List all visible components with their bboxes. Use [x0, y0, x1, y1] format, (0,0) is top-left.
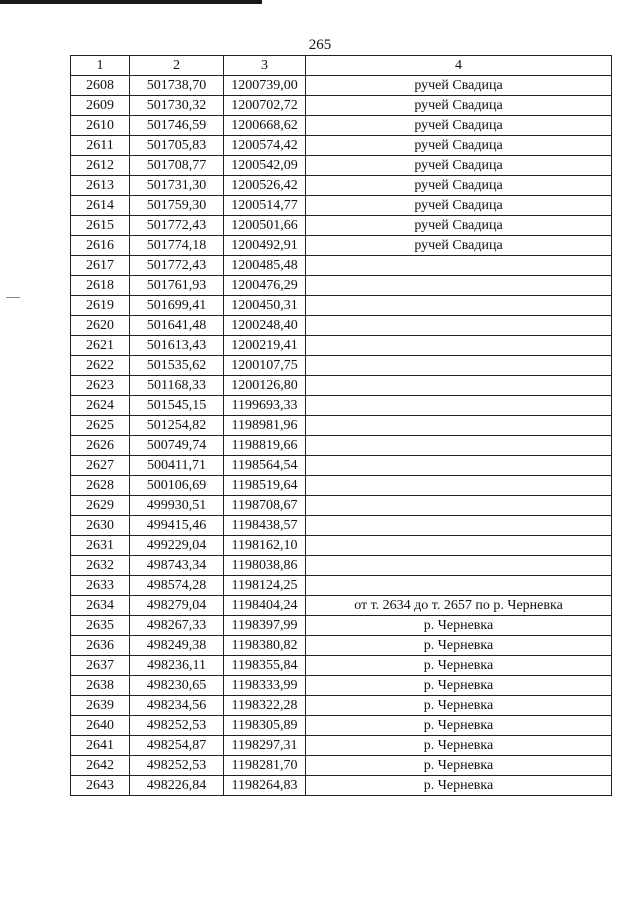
- table-row: [71, 76, 612, 96]
- y-coordinate-cell: 1200702,72: [224, 96, 306, 116]
- point-number-cell: 2623: [71, 376, 130, 396]
- description-cell: ручей Свадица: [306, 116, 612, 136]
- description-cell: [306, 256, 612, 276]
- y-coordinate-cell: 1198124,25: [224, 576, 306, 596]
- x-coordinate-cell: 501699,41: [130, 296, 224, 316]
- y-coordinate-cell: 1198438,57: [224, 516, 306, 536]
- point-number-cell: 2625: [71, 416, 130, 436]
- y-coordinate-cell: 1200501,66: [224, 216, 306, 236]
- description-cell: ручей Свадица: [306, 196, 612, 216]
- point-number-cell: 2637: [71, 656, 130, 676]
- table-row: [71, 316, 612, 336]
- table-row: [71, 616, 612, 636]
- point-number-cell: 2613: [71, 176, 130, 196]
- table-row: [71, 256, 612, 276]
- x-coordinate-cell: 501545,15: [130, 396, 224, 416]
- margin-mark: [6, 297, 20, 298]
- table-row: [71, 556, 612, 576]
- point-number-cell: 2628: [71, 476, 130, 496]
- table-row: [71, 576, 612, 596]
- point-number-cell: 2611: [71, 136, 130, 156]
- description-cell: [306, 576, 612, 596]
- x-coordinate-cell: 501613,43: [130, 336, 224, 356]
- y-coordinate-cell: 1198305,89: [224, 716, 306, 736]
- point-number-cell: 2609: [71, 96, 130, 116]
- point-number-cell: 2631: [71, 536, 130, 556]
- y-coordinate-cell: 1200668,62: [224, 116, 306, 136]
- table-row: [71, 176, 612, 196]
- x-coordinate-cell: 498574,28: [130, 576, 224, 596]
- description-cell: р. Черневка: [306, 636, 612, 656]
- x-coordinate-cell: 501746,59: [130, 116, 224, 136]
- table-row: [71, 516, 612, 536]
- x-coordinate-cell: 501168,33: [130, 376, 224, 396]
- point-number-cell: 2620: [71, 316, 130, 336]
- y-coordinate-cell: 1198708,67: [224, 496, 306, 516]
- description-cell: [306, 376, 612, 396]
- y-coordinate-cell: 1200107,75: [224, 356, 306, 376]
- x-coordinate-cell: 498254,87: [130, 736, 224, 756]
- point-number-cell: 2615: [71, 216, 130, 236]
- table-row: [71, 96, 612, 116]
- x-coordinate-cell: 501641,48: [130, 316, 224, 336]
- description-cell: [306, 416, 612, 436]
- description-cell: ручей Свадица: [306, 236, 612, 256]
- table-row: [71, 596, 612, 616]
- y-coordinate-cell: 1200450,31: [224, 296, 306, 316]
- y-coordinate-cell: 1200485,48: [224, 256, 306, 276]
- y-coordinate-cell: 1200476,29: [224, 276, 306, 296]
- y-coordinate-cell: 1198397,99: [224, 616, 306, 636]
- y-coordinate-cell: 1200739,00: [224, 76, 306, 96]
- x-coordinate-cell: 498279,04: [130, 596, 224, 616]
- description-cell: ручей Свадица: [306, 136, 612, 156]
- point-number-cell: 2618: [71, 276, 130, 296]
- scan-edge-mark: [0, 0, 262, 4]
- table-row: [71, 376, 612, 396]
- y-coordinate-cell: 1198322,28: [224, 696, 306, 716]
- description-cell: [306, 496, 612, 516]
- table-row: [71, 496, 612, 516]
- point-number-cell: 2639: [71, 696, 130, 716]
- x-coordinate-cell: 501705,83: [130, 136, 224, 156]
- point-number-cell: 2641: [71, 736, 130, 756]
- x-coordinate-cell: 501772,43: [130, 216, 224, 236]
- x-coordinate-cell: 501731,30: [130, 176, 224, 196]
- table-row: [71, 156, 612, 176]
- table-row: [71, 116, 612, 136]
- table-row: [71, 736, 612, 756]
- description-cell: р. Черневка: [306, 736, 612, 756]
- y-coordinate-cell: 1198819,66: [224, 436, 306, 456]
- column-header-x: 2: [130, 56, 224, 76]
- x-coordinate-cell: 498267,33: [130, 616, 224, 636]
- y-coordinate-cell: 1200574,42: [224, 136, 306, 156]
- point-number-cell: 2624: [71, 396, 130, 416]
- description-cell: [306, 516, 612, 536]
- table-row: [71, 756, 612, 776]
- description-cell: р. Черневка: [306, 776, 612, 796]
- x-coordinate-cell: 499930,51: [130, 496, 224, 516]
- point-number-cell: 2617: [71, 256, 130, 276]
- table-row: [71, 276, 612, 296]
- column-header-y: 3: [224, 56, 306, 76]
- table-row: [71, 296, 612, 316]
- table-row: [71, 676, 612, 696]
- point-number-cell: 2608: [71, 76, 130, 96]
- y-coordinate-cell: 1200542,09: [224, 156, 306, 176]
- point-number-cell: 2640: [71, 716, 130, 736]
- y-coordinate-cell: 1200526,42: [224, 176, 306, 196]
- x-coordinate-cell: 501535,62: [130, 356, 224, 376]
- table-row: [71, 696, 612, 716]
- y-coordinate-cell: 1198564,54: [224, 456, 306, 476]
- point-number-cell: 2632: [71, 556, 130, 576]
- table-row: [71, 636, 612, 656]
- description-cell: ручей Свадица: [306, 156, 612, 176]
- point-number-cell: 2612: [71, 156, 130, 176]
- table-header-row: [71, 56, 612, 76]
- x-coordinate-cell: 498236,11: [130, 656, 224, 676]
- table-body: [71, 76, 612, 796]
- x-coordinate-cell: 498249,38: [130, 636, 224, 656]
- x-coordinate-cell: 498743,34: [130, 556, 224, 576]
- description-cell: р. Черневка: [306, 676, 612, 696]
- description-cell: ручей Свадица: [306, 96, 612, 116]
- y-coordinate-cell: 1200219,41: [224, 336, 306, 356]
- y-coordinate-cell: 1198281,70: [224, 756, 306, 776]
- point-number-cell: 2626: [71, 436, 130, 456]
- description-cell: ручей Свадица: [306, 176, 612, 196]
- y-coordinate-cell: 1198519,64: [224, 476, 306, 496]
- coordinates-table: [70, 55, 612, 796]
- x-coordinate-cell: 498252,53: [130, 716, 224, 736]
- y-coordinate-cell: 1200492,91: [224, 236, 306, 256]
- x-coordinate-cell: 498252,53: [130, 756, 224, 776]
- point-number-cell: 2630: [71, 516, 130, 536]
- x-coordinate-cell: 498230,65: [130, 676, 224, 696]
- x-coordinate-cell: 498234,56: [130, 696, 224, 716]
- y-coordinate-cell: 1198038,86: [224, 556, 306, 576]
- y-coordinate-cell: 1198333,99: [224, 676, 306, 696]
- x-coordinate-cell: 501738,70: [130, 76, 224, 96]
- y-coordinate-cell: 1198264,83: [224, 776, 306, 796]
- point-number-cell: 2636: [71, 636, 130, 656]
- description-cell: [306, 336, 612, 356]
- description-cell: р. Черневка: [306, 716, 612, 736]
- table-row: [71, 536, 612, 556]
- description-cell: [306, 296, 612, 316]
- table-row: [71, 236, 612, 256]
- y-coordinate-cell: 1198162,10: [224, 536, 306, 556]
- table-row: [71, 776, 612, 796]
- description-cell: от т. 2634 до т. 2657 по р. Черневка: [306, 596, 612, 616]
- point-number-cell: 2642: [71, 756, 130, 776]
- description-cell: [306, 276, 612, 296]
- x-coordinate-cell: 498226,84: [130, 776, 224, 796]
- page-number: 265: [308, 37, 332, 53]
- table-row: [71, 196, 612, 216]
- description-cell: [306, 356, 612, 376]
- y-coordinate-cell: 1198297,31: [224, 736, 306, 756]
- x-coordinate-cell: 501772,43: [130, 256, 224, 276]
- table-row: [71, 656, 612, 676]
- description-cell: ручей Свадица: [306, 76, 612, 96]
- x-coordinate-cell: 500106,69: [130, 476, 224, 496]
- x-coordinate-cell: 501254,82: [130, 416, 224, 436]
- y-coordinate-cell: 1200126,80: [224, 376, 306, 396]
- column-header-description: 4: [306, 56, 612, 76]
- x-coordinate-cell: 499229,04: [130, 536, 224, 556]
- description-cell: [306, 536, 612, 556]
- table-row: [71, 416, 612, 436]
- point-number-cell: 2619: [71, 296, 130, 316]
- x-coordinate-cell: 501761,93: [130, 276, 224, 296]
- point-number-cell: 2633: [71, 576, 130, 596]
- table-row: [71, 716, 612, 736]
- x-coordinate-cell: 501759,30: [130, 196, 224, 216]
- y-coordinate-cell: 1198981,96: [224, 416, 306, 436]
- description-cell: [306, 396, 612, 416]
- x-coordinate-cell: 501708,77: [130, 156, 224, 176]
- x-coordinate-cell: 501730,32: [130, 96, 224, 116]
- x-coordinate-cell: 500749,74: [130, 436, 224, 456]
- point-number-cell: 2634: [71, 596, 130, 616]
- table-row: [71, 436, 612, 456]
- table-row: [71, 136, 612, 156]
- point-number-cell: 2635: [71, 616, 130, 636]
- description-cell: р. Черневка: [306, 656, 612, 676]
- y-coordinate-cell: 1199693,33: [224, 396, 306, 416]
- column-header-point: 1: [71, 56, 130, 76]
- description-cell: [306, 556, 612, 576]
- x-coordinate-cell: 499415,46: [130, 516, 224, 536]
- table-row: [71, 456, 612, 476]
- y-coordinate-cell: 1198404,24: [224, 596, 306, 616]
- y-coordinate-cell: 1198380,82: [224, 636, 306, 656]
- point-number-cell: 2638: [71, 676, 130, 696]
- x-coordinate-cell: 500411,71: [130, 456, 224, 476]
- y-coordinate-cell: 1200248,40: [224, 316, 306, 336]
- description-cell: р. Черневка: [306, 616, 612, 636]
- y-coordinate-cell: 1200514,77: [224, 196, 306, 216]
- x-coordinate-cell: 501774,18: [130, 236, 224, 256]
- description-cell: р. Черневка: [306, 696, 612, 716]
- point-number-cell: 2643: [71, 776, 130, 796]
- description-cell: р. Черневка: [306, 756, 612, 776]
- table-row: [71, 336, 612, 356]
- description-cell: [306, 476, 612, 496]
- point-number-cell: 2616: [71, 236, 130, 256]
- description-cell: [306, 316, 612, 336]
- description-cell: [306, 436, 612, 456]
- point-number-cell: 2614: [71, 196, 130, 216]
- point-number-cell: 2629: [71, 496, 130, 516]
- table-row: [71, 216, 612, 236]
- description-cell: [306, 456, 612, 476]
- table-row: [71, 476, 612, 496]
- point-number-cell: 2627: [71, 456, 130, 476]
- table-row: [71, 396, 612, 416]
- description-cell: ручей Свадица: [306, 216, 612, 236]
- table-row: [71, 356, 612, 376]
- point-number-cell: 2622: [71, 356, 130, 376]
- point-number-cell: 2610: [71, 116, 130, 136]
- point-number-cell: 2621: [71, 336, 130, 356]
- y-coordinate-cell: 1198355,84: [224, 656, 306, 676]
